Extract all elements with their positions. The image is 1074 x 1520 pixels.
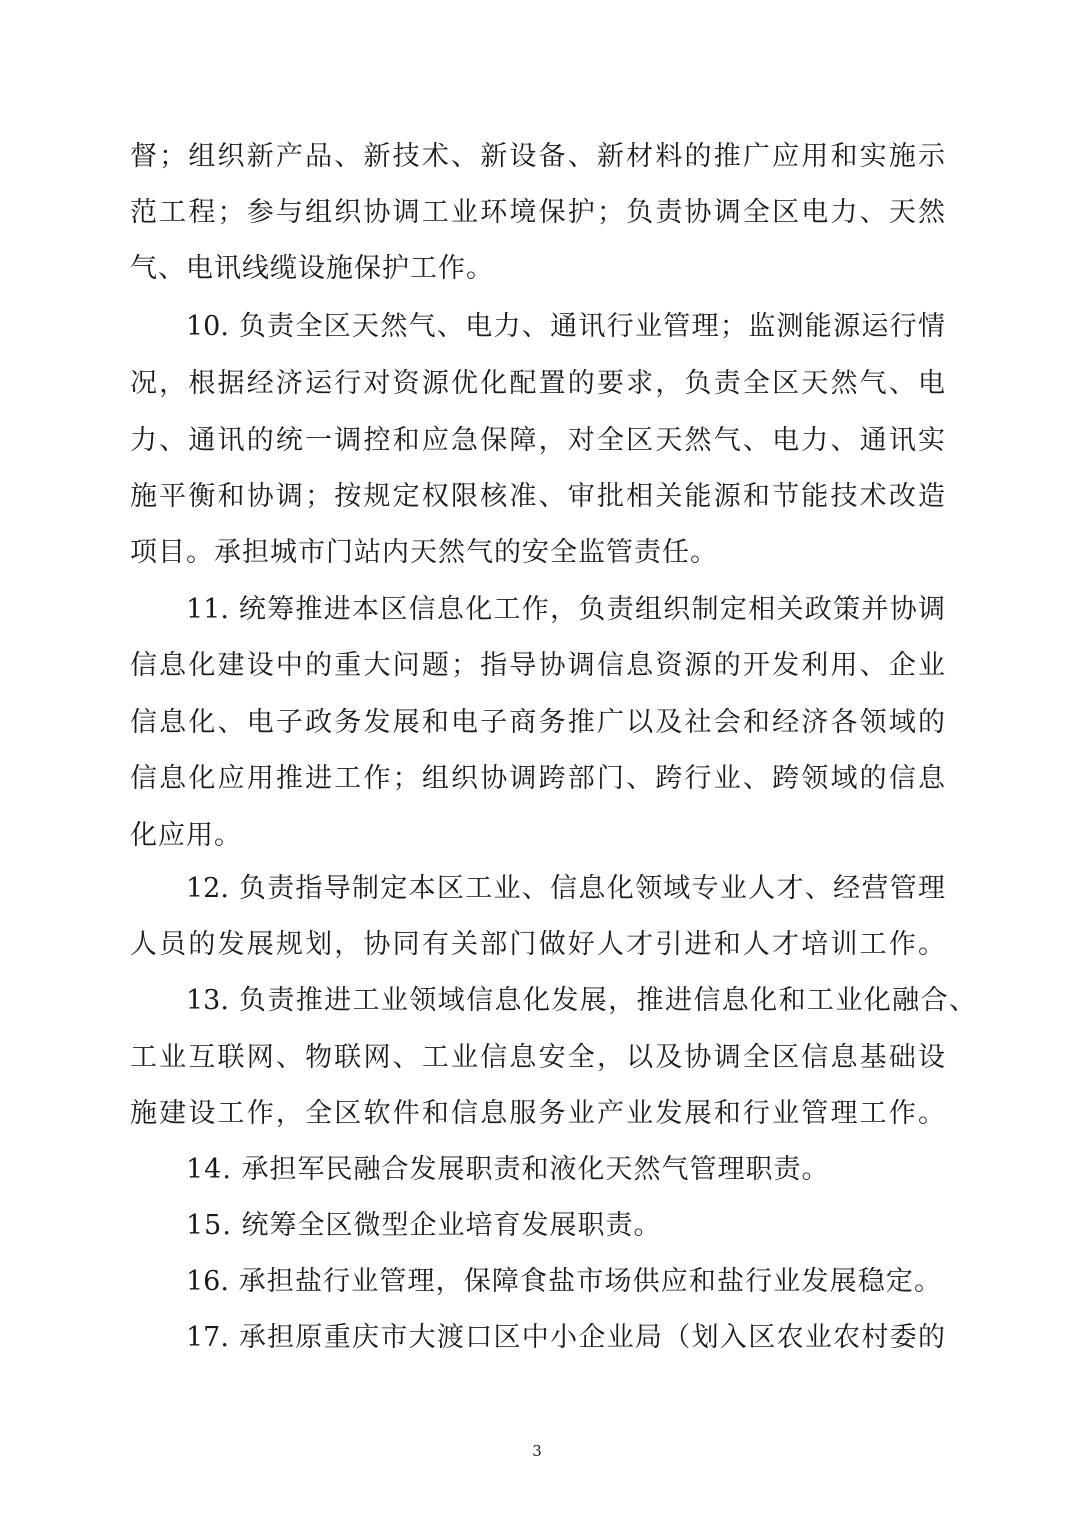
text-line: 施平衡和协调；按规定权限核准、审批相关能源和节能技术改造: [130, 481, 945, 512]
paragraph-13-line: 13. 负责推进工业领域信息化发展，推进信息化和工业化融合、: [186, 985, 976, 1016]
text-line: 信息化、电子政务发展和电子商务推广以及社会和经济各领域的: [130, 707, 945, 738]
text-line: 化应用。: [130, 820, 242, 851]
text-line: 工业互联网、物联网、工业信息安全，以及协调全区信息基础设: [130, 1042, 945, 1073]
page-number: 3: [532, 1442, 542, 1460]
paragraph-14-line: 14. 承担军民融合发展职责和液化天然气管理职责。: [186, 1154, 830, 1185]
text-line: 信息化建设中的重大问题；指导协调信息资源的开发利用、企业: [130, 650, 945, 681]
text-line: 项目。承担城市门站内天然气的安全监管责任。: [130, 537, 718, 568]
text-line: 督；组织新产品、新技术、新设备、新材料的推广应用和实施示: [130, 141, 945, 172]
text-line: 范工程；参与组织协调工业环境保护；负责协调全区电力、天然: [130, 197, 945, 228]
paragraph-16-line: 16. 承担盐行业管理，保障食盐市场供应和盐行业发展稳定。: [186, 1266, 941, 1297]
text-line: 气、电讯线缆设施保护工作。: [130, 253, 494, 284]
text-line: 况，根据经济运行对资源优化配置的要求，负责全区天然气、电: [130, 368, 945, 399]
paragraph-10-line: 10. 负责全区天然气、电力、通讯行业管理；监测能源运行情: [186, 311, 945, 342]
text-line: 信息化应用推进工作；组织协调跨部门、跨行业、跨领域的信息: [130, 763, 945, 794]
paragraph-12-line: 12. 负责指导制定本区工业、信息化领域专业人才、经营管理: [186, 873, 945, 904]
text-line: 人员的发展规划，协同有关部门做好人才引进和人才培训工作。: [130, 929, 945, 960]
paragraph-15-line: 15. 统筹全区微型企业培育发展职责。: [186, 1210, 662, 1241]
paragraph-17-line: 17. 承担原重庆市大渡口区中小企业局（划入区农业农村委的: [186, 1322, 945, 1353]
text-line: 力、通讯的统一调控和应急保障，对全区天然气、电力、通讯实: [130, 425, 945, 456]
paragraph-11-line: 11. 统筹推进本区信息化工作，负责组织制定相关政策并协调: [186, 594, 945, 625]
text-line: 施建设工作，全区软件和信息服务业产业发展和行业管理工作。: [130, 1098, 945, 1129]
